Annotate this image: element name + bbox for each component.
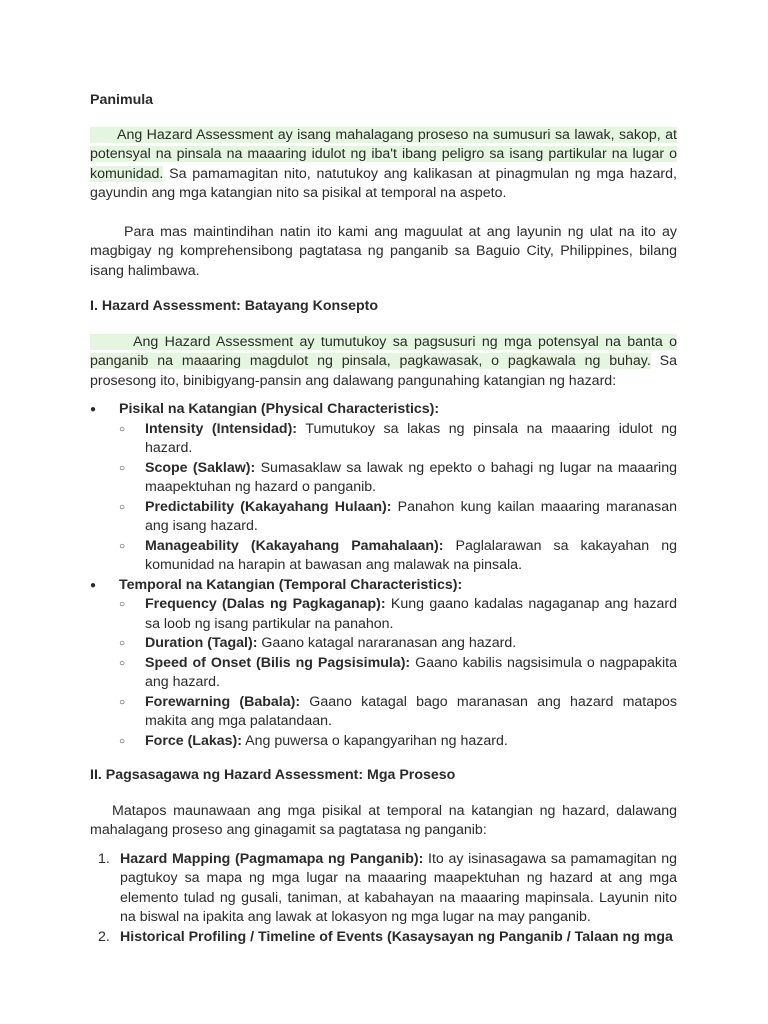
document-content	[90, 91, 677, 947]
characteristics-list	[90, 400, 677, 751]
list-item-frequency	[119, 595, 677, 634]
process-list	[90, 850, 677, 948]
description: Ang puwersa o kapangyarihan ng hazard.	[241, 732, 508, 749]
description: Panahon kung kailan maaaring maranasan ang isang hazard.	[145, 498, 677, 534]
section-1-paragraph	[90, 333, 677, 392]
intro-paragraph-2-text: Para mas maintindihan natin ito kami ang maguulat at ang layunin ng ulat na ito ay magbigay ng komprehensibong pagtatasa ng panganib sa Baguio City, Philippines, bilang isang halimbawa.	[90, 223, 677, 279]
physical-characteristics-item	[90, 400, 677, 576]
list-item-forewarning	[119, 693, 677, 732]
term: Frequency (Dalas ng Pagkaganap):	[145, 596, 386, 612]
list-item-force	[119, 732, 677, 752]
list-number: 2.	[98, 928, 110, 945]
intro-heading: Panimula	[90, 92, 154, 108]
description: Gaano katagal bago maranasan ang hazard matapos makita ang mga palatandaan.	[145, 693, 677, 729]
section-1-paragraph-rest: Sa prosesong ito, binibigyang-pansin ang dalawang pangunahing katangian ng hazard:	[90, 353, 678, 389]
list-number: 1.	[98, 850, 110, 867]
term: Predictability (Kakayahang Hulaan):	[145, 498, 392, 515]
term: Hazard Mapping (Pagmamapa ng Panganib):	[120, 850, 424, 867]
physical-characteristics-title: Pisikal na Katangian (Physical Characteristics):	[119, 401, 440, 417]
section-2-heading: II. Pagsasagawa ng Hazard Assessment: Mga Proseso	[90, 767, 456, 783]
description: Gaano kabilis nagsisimula o nagpapakita ang hazard.	[145, 654, 677, 690]
list-item-duration	[119, 634, 677, 654]
temporal-characteristics-item	[90, 576, 677, 752]
term: Force (Lakas):	[145, 732, 242, 749]
term: Forewarning (Babala):	[145, 693, 301, 710]
list-item-intensity	[119, 420, 677, 459]
term: Intensity (Intensidad):	[145, 420, 298, 437]
description: Gaano katagal nararanasan ang hazard.	[257, 635, 517, 651]
process-item-hazard-mapping	[90, 850, 677, 928]
description: Kung gaano kadalas nagaganap ang hazard sa loob ng isang partikular na panahon.	[145, 596, 677, 632]
intro-paragraph-2	[90, 223, 677, 282]
description: Ito ay isinasagawa sa pamamagitan ng pagtukoy sa mapa ng mga lugar na maaaring maapektuhan ng hazard at ang mga elemento tulad ng gusali, taniman, at kabahayan na maaaring mapinsala. Layunin nito na biswal na ipakita ang lawak at lokasyon ng mga lugar na may panganib.	[120, 850, 677, 925]
intro-highlight-text: Ang Hazard Assessment ay isang mahalagang proseso na sumusuri sa lawak, sakop, at potensyal na pinsala na maaaring idulot ng iba't ibang peligro sa isang partikular na lugar o komunidad.	[90, 126, 677, 182]
term: Speed of Onset (Bilis ng Pagsisimula):	[145, 654, 411, 671]
temporal-characteristics-title: Temporal na Katangian (Temporal Characteristics):	[119, 576, 463, 593]
list-item-speed-of-onset	[119, 654, 677, 693]
list-item-predictability	[119, 498, 677, 537]
description: Tumutukoy sa lakas ng pinsala na maaaring idulot ng hazard.	[145, 420, 677, 456]
section-2-paragraph-text: Matapos maunawaan ang mga pisikal at temporal na katangian ng hazard, dalawang mahalagang proseso ang ginagamit sa pagtatasa ng panganib:	[90, 802, 677, 838]
section-1-heading: I. Hazard Assessment: Batayang Konsepto	[90, 298, 379, 314]
description: Sumasaklaw sa lawak ng epekto o bahagi ng lugar na maaaring maapektuhan ng hazard o panganib.	[145, 459, 677, 495]
physical-characteristics-sublist	[119, 420, 677, 576]
intro-paragraph-1	[90, 126, 677, 204]
term: Scope (Saklaw):	[145, 459, 256, 476]
intro-paragraph-1-rest: Sa pamamagitan nito, natutukoy ang kalikasan at pinagmulan ng mga hazard, gayundin ang mga katangian nito sa pisikal at temporal na aspeto.	[90, 165, 677, 201]
term: Historical Profiling / Timeline of Events (Kasaysayan ng Panganib / Talaan ng mga	[120, 928, 673, 945]
description: Paglalarawan sa kakayahan ng komunidad na harapin at bawasan ang malawak na pinsala.	[145, 537, 677, 573]
section-2-paragraph	[90, 802, 677, 841]
process-item-historical-profiling	[90, 928, 677, 948]
term: Manageability (Kakayahang Pamahalaan):	[145, 537, 444, 554]
term: Duration (Tagal):	[145, 635, 258, 651]
list-item-scope	[119, 459, 677, 498]
section-1-highlight-text: Ang Hazard Assessment ay tumutukoy sa pagsusuri ng mga potensyal na banta o panganib na maaaring magdulot ng pinsala, pagkawasak, o pagkawala ng buhay.	[90, 333, 677, 369]
temporal-characteristics-sublist	[119, 595, 677, 751]
list-item-manageability	[119, 537, 677, 576]
